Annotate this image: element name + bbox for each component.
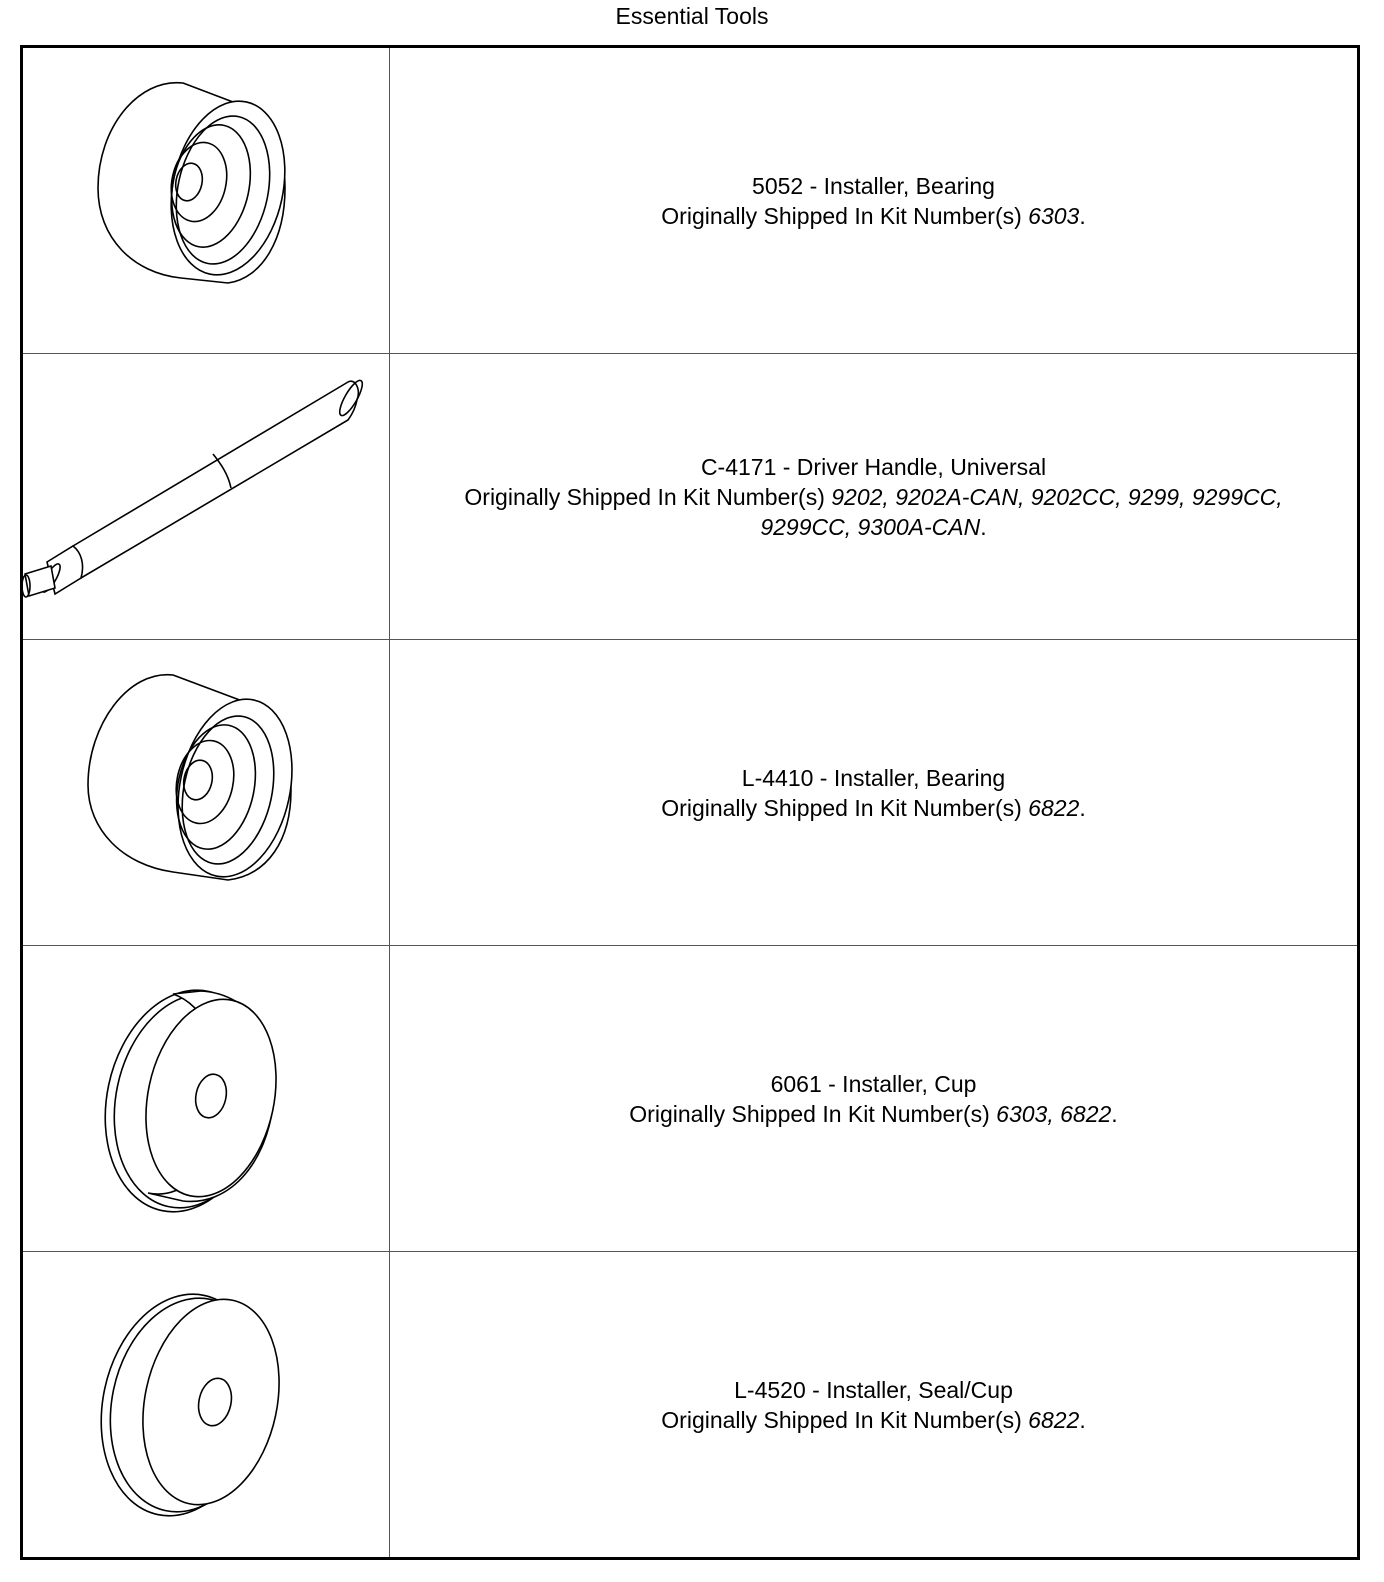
tool-kits: Originally Shipped In Kit Number(s) 6822. <box>661 1406 1086 1433</box>
tool-title: 6061 - Installer, Cup <box>770 1070 977 1097</box>
tool-row <box>23 48 1357 353</box>
bearing-installer-icon <box>23 48 390 353</box>
tool-kits: Originally Shipped In Kit Number(s) 6303. <box>661 202 1086 229</box>
tool-kits: Originally Shipped In Kit Number(s) 9202, 9202A-CAN, 9202CC, 9299, 9299CC, <box>464 483 1283 510</box>
tool-kits: Originally Shipped In Kit Number(s) 6303, 6822. <box>629 1100 1118 1127</box>
tool-title: 5052 - Installer, Bearing <box>752 172 995 199</box>
tool-description <box>390 48 1357 353</box>
tools-table <box>20 45 1360 1560</box>
tool-title: L-4520 - Installer, Seal/Cup <box>734 1376 1013 1403</box>
tool-image-cell <box>23 946 390 1251</box>
page-title: Essential Tools <box>615 3 769 29</box>
driver-handle-icon <box>23 354 390 639</box>
tool-image-cell <box>23 354 390 639</box>
tool-row <box>23 945 1357 1251</box>
tool-row <box>23 353 1357 639</box>
tool-title: L-4410 - Installer, Bearing <box>741 764 1006 791</box>
tool-description <box>390 354 1357 639</box>
cup-installer-icon <box>23 946 390 1251</box>
tool-kits-continued: 9299CC, 9300A-CAN. <box>760 513 987 540</box>
tool-title: C-4171 - Driver Handle, Universal <box>700 453 1047 480</box>
tool-image-cell <box>23 48 390 353</box>
tool-description <box>390 946 1357 1251</box>
tool-image-cell <box>23 1252 390 1557</box>
tool-row <box>23 639 1357 945</box>
tool-description <box>390 640 1357 945</box>
tool-kits: Originally Shipped In Kit Number(s) 6822. <box>661 794 1086 821</box>
tool-row <box>23 1251 1357 1557</box>
seal-cup-installer-icon <box>23 1252 390 1557</box>
tool-description <box>390 1252 1357 1557</box>
bearing-installer-icon <box>23 640 390 945</box>
tool-image-cell <box>23 640 390 945</box>
